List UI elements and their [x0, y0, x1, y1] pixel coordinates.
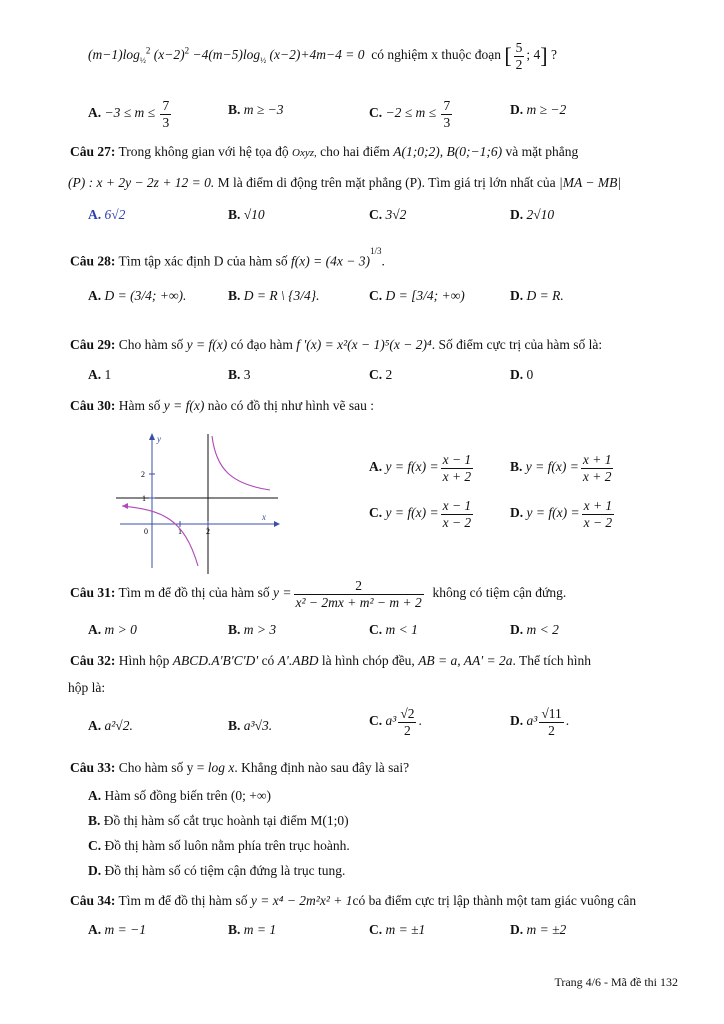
option-label: C. — [88, 838, 102, 853]
answer-label: C. — [369, 713, 383, 729]
answer-text: D = R. — [526, 288, 564, 303]
answer-text: −2 ≤ m ≤ — [385, 105, 440, 121]
q26-end: ? — [551, 47, 557, 63]
q26-answer-c[interactable] — [369, 98, 454, 130]
answer-frac — [441, 452, 474, 484]
q32-box: ABCD.A'B'C'D' — [172, 653, 259, 668]
answer-label: D. — [510, 288, 524, 303]
q30-number: Câu 30: — [70, 398, 116, 413]
answer-label: D. — [510, 207, 524, 222]
answer-lhs: y = f(x) = — [385, 505, 439, 521]
q33-option-c[interactable] — [88, 838, 350, 854]
frac-num: x − 1 — [442, 452, 472, 467]
q28-answer-d[interactable] — [510, 288, 564, 304]
q32-answer-a[interactable] — [88, 718, 133, 734]
option-label: D. — [88, 863, 102, 878]
answer-label: C. — [369, 367, 383, 382]
answer-lhs: y = f(x) = — [385, 459, 439, 475]
q31-answer-d[interactable] — [510, 622, 559, 638]
answer-frac — [398, 706, 416, 738]
q26-interval-den: 2 — [515, 56, 523, 72]
q27-line1 — [70, 144, 578, 160]
frac-num: √2 — [400, 706, 415, 721]
q27-expr: |MA − MB| — [559, 175, 622, 190]
answer-label: C. — [369, 505, 383, 521]
frac-den: 2 — [404, 722, 411, 738]
q29-answer-d[interactable] — [510, 367, 533, 383]
q33-option-d[interactable] — [88, 863, 345, 879]
q30-text1: Hàm số — [118, 398, 161, 413]
q33-text2: . Khẳng định nào sau đây là sai? — [234, 760, 410, 775]
answer-text: √10 — [243, 207, 265, 222]
answer-text: −3 ≤ m ≤ — [104, 105, 159, 121]
answer-post: . — [565, 713, 570, 729]
frac-den: x + 2 — [442, 468, 472, 484]
y-axis-arrow — [149, 433, 155, 440]
q28-line: Câu 28: Tìm tập xác định D của hàm số $f(x) = (4x - 3)^{1/3}$. — [70, 246, 385, 269]
q26-eq-mid: (x−2) — [153, 47, 185, 63]
q31-frac-num: 2 — [294, 578, 424, 595]
q27-answer-d[interactable] — [510, 207, 554, 223]
q29-answer-b[interactable] — [228, 367, 251, 383]
option-label: B. — [88, 813, 101, 828]
q30-text2: nào có đồ thị như hình vẽ sau : — [207, 398, 375, 413]
q27-number: Câu 27: — [70, 144, 116, 159]
y-tick-label-1: 1 — [142, 494, 146, 503]
q26-eq-tail: (x−2)+4m−4 = 0 — [269, 47, 365, 63]
answer-text: 6√2 — [104, 207, 126, 222]
q27-text2: cho hai điểm — [320, 144, 390, 159]
q28-answer-a[interactable] — [88, 288, 186, 304]
frac-num: 7 — [162, 98, 170, 113]
curve-left-branch — [122, 506, 198, 566]
q27-coord: Oxyz, — [292, 147, 317, 159]
q29-line — [70, 337, 602, 353]
q33-text1: Cho hàm số y = — [118, 760, 205, 775]
answer-label: B. — [228, 367, 241, 382]
q28-number: Câu 28: — [70, 253, 116, 269]
q31-lhs: y = — [273, 585, 292, 601]
q34-line — [70, 893, 636, 909]
frac-num: 7 — [443, 98, 451, 113]
answer-text: m ≥ −2 — [526, 102, 567, 117]
answer-label: C. — [369, 622, 383, 637]
q29-text1: Cho hàm số — [118, 337, 184, 352]
q26-equation-line: $(m-1)\log_{\frac{1}{2}}^2$ $(x-2)^2 -4(m-5)\log_{\frac{1}{2}}$ (x−2)+4m−4 = 0 có nghiệm x thuộc đoạn [ $\frac{5}{2}$ ; 4] ? — [88, 40, 557, 72]
q32-pyr: A'.ABD — [277, 653, 319, 668]
q27-plane: (P) : x + 2y − 2z + 12 = 0. — [68, 175, 215, 190]
answer-text: D = R \ {3/4}. — [243, 288, 320, 303]
option-text: Đồ thị hàm số có tiệm cận đứng là trục tung. — [104, 863, 346, 878]
q26-interval-frac — [514, 40, 525, 72]
q29-text2: có đạo hàm — [230, 337, 293, 352]
q29-answer-c[interactable] — [369, 367, 392, 383]
answer-text: 3√2 — [385, 207, 407, 222]
q30-graph — [112, 428, 282, 576]
q32-cond: AB = a, AA' = 2a — [418, 653, 513, 668]
q28-func: f(x) = (4x − 3) — [291, 253, 370, 269]
answer-text: D = [3/4; +∞) — [385, 288, 465, 303]
answer-label: D. — [510, 102, 524, 117]
answer-label: A. — [88, 207, 102, 222]
answer-label: B. — [228, 288, 241, 303]
q29-func: y = f(x) — [186, 337, 228, 352]
q34-answer-b[interactable] — [228, 922, 276, 938]
q30-answer-b[interactable] — [510, 452, 615, 484]
answer-label: C. — [369, 207, 383, 222]
answer-text: m = 1 — [243, 922, 277, 937]
q28-exp: 1/3 — [369, 246, 382, 256]
frac-den: x − 2 — [442, 514, 472, 530]
q31-line — [70, 578, 566, 610]
q29-number: Câu 29: — [70, 337, 116, 352]
frac-den: 3 — [443, 114, 451, 130]
frac-den: x − 2 — [583, 514, 613, 530]
answer-lhs: y = f(x) = — [526, 505, 580, 521]
q34-number: Câu 34: — [70, 893, 116, 908]
answer-label: A. — [369, 459, 383, 475]
option-label: A. — [88, 788, 102, 803]
frac-num: x − 1 — [442, 498, 472, 513]
q34-answer-d[interactable] — [510, 922, 566, 938]
q30-answer-c[interactable] — [369, 498, 475, 530]
q27-text4: M là điểm di động trên mặt phẳng (P). Tìm giá trị lớn nhất của — [217, 175, 556, 190]
q32-answer-c[interactable] — [369, 706, 422, 738]
frac-den: 2 — [548, 722, 555, 738]
q27-answer-b[interactable] — [228, 207, 265, 223]
answer-text: m = ±2 — [526, 922, 567, 937]
q33-number: Câu 33: — [70, 760, 116, 775]
q31-number: Câu 31: — [70, 585, 116, 601]
q29-text3: . Số điểm cực trị của hàm số là: — [431, 337, 603, 352]
answer-text: a²√2. — [104, 718, 133, 733]
q34-text2: có ba điểm cực trị lập thành một tam giác vuông cân — [352, 893, 637, 908]
q32-line2 — [68, 680, 105, 696]
q27-text3: và mặt phẳng — [505, 144, 579, 159]
answer-frac — [581, 452, 614, 484]
q32-text3: là hình chóp đều, — [321, 653, 415, 668]
q30-answer-d[interactable] — [510, 498, 616, 530]
q30-func: y = f(x) — [163, 398, 205, 413]
q32-text4: . Thể tích hình — [512, 653, 592, 668]
q34-text1: Tìm m để đồ thị hàm số — [118, 893, 248, 908]
answer-pre: a³ — [526, 713, 538, 729]
answer-text: 1 — [104, 367, 112, 382]
answer-label: B. — [228, 922, 241, 937]
q31-answer-a[interactable] — [88, 622, 137, 638]
answer-text: m > 0 — [104, 622, 137, 637]
answer-label: B. — [228, 718, 241, 733]
frac-den: 3 — [162, 114, 170, 130]
q33-func: log x — [207, 760, 235, 775]
answer-text: m < 1 — [385, 622, 418, 637]
q26-interval-right: ; 4 — [526, 47, 541, 63]
origin-label: 0 — [144, 527, 148, 536]
option-text: Đồ thị hàm số luôn nằm phía trên trục hoành. — [104, 838, 350, 853]
q30-line — [70, 398, 374, 414]
frac-den: x + 2 — [582, 468, 612, 484]
q26-interval-num: 5 — [515, 40, 523, 55]
q32-answer-d[interactable] — [510, 706, 569, 738]
option-text: Đồ thị hàm số cắt trục hoành tại điểm M(1;0) — [103, 813, 349, 828]
answer-text: m = ±1 — [385, 922, 426, 937]
answer-frac — [539, 706, 563, 738]
q32-answer-b[interactable] — [228, 718, 272, 734]
q31-answer-c[interactable] — [369, 622, 418, 638]
q26-answer-b[interactable] — [228, 102, 284, 118]
q27-answer-c[interactable] — [369, 207, 406, 223]
frac-num: √11 — [541, 706, 562, 721]
q27-points: A(1;0;2), B(0;−1;6) — [393, 144, 503, 159]
q33-option-a[interactable] — [88, 788, 271, 804]
answer-text: m < 2 — [526, 622, 559, 637]
answer-text: m = −1 — [104, 922, 146, 937]
q31-text2: không có tiệm cận đứng. — [432, 585, 567, 601]
answer-frac — [441, 498, 474, 530]
answer-pre: a³ — [385, 713, 397, 729]
q32-number: Câu 32: — [70, 653, 116, 668]
answer-label: A. — [88, 922, 102, 937]
answer-label: A. — [88, 288, 102, 303]
q31-frac — [294, 578, 424, 610]
q32-text1: Hình hộp — [118, 653, 170, 668]
q26-eq-lhs: (m−1)log — [88, 47, 140, 63]
q27-text1: Trong không gian với hệ tọa độ — [118, 144, 289, 159]
answer-text: 2 — [385, 367, 393, 382]
answer-label: B. — [228, 102, 241, 117]
x-tick-label-2: 2 — [206, 527, 210, 536]
answer-label: A. — [88, 105, 102, 121]
answer-label: C. — [369, 288, 383, 303]
answer-text: a³√3. — [243, 718, 273, 733]
q27-answer-a[interactable] — [88, 207, 125, 223]
q33-line — [70, 760, 409, 776]
curve-arrow-left — [122, 503, 128, 509]
q26-eq-mid2: −4(m−5)log — [192, 47, 261, 63]
q28-text: Tìm tập xác định D của hàm số — [118, 253, 288, 269]
answer-text: 2√10 — [526, 207, 555, 222]
answer-lhs: y = f(x) = — [525, 459, 579, 475]
answer-text: 0 — [526, 367, 534, 382]
answer-text: D = (3/4; +∞). — [104, 288, 187, 303]
q34-answer-a[interactable] — [88, 922, 146, 938]
answer-text: 3 — [243, 367, 251, 382]
answer-label: D. — [510, 622, 524, 637]
q31-frac-den: x² − 2mx + m² − m + 2 — [295, 594, 422, 610]
y-axis-label: y — [157, 434, 161, 444]
answer-frac — [441, 98, 452, 130]
answer-text: m ≥ −3 — [243, 102, 284, 117]
q31-answer-b[interactable] — [228, 622, 276, 638]
answer-text: m > 3 — [243, 622, 277, 637]
y-tick-label-2: 2 — [141, 470, 145, 479]
x-axis-arrow — [274, 521, 280, 527]
q34-answer-c[interactable] — [369, 922, 425, 938]
curve-right-branch — [212, 436, 270, 490]
answer-label: D. — [510, 505, 524, 521]
frac-num: x + 1 — [583, 498, 613, 513]
q29-answer-a[interactable] — [88, 367, 111, 383]
answer-label: A. — [88, 718, 102, 733]
answer-label: B. — [228, 207, 241, 222]
q29-deriv: f '(x) = x²(x − 1)⁵(x − 2)⁴ — [296, 337, 432, 352]
q32-text5: hộp là: — [68, 680, 106, 695]
answer-frac — [160, 98, 171, 130]
answer-post: . — [418, 713, 422, 729]
q31-text1: Tìm m để đồ thị của hàm số — [118, 585, 270, 601]
answer-label: A. — [88, 622, 102, 637]
frac-num: x + 1 — [582, 452, 612, 467]
q32-text2: có — [261, 653, 275, 668]
option-text: Hàm số đồng biến trên (0; +∞) — [104, 788, 271, 803]
answer-frac — [582, 498, 615, 530]
q27-line2 — [68, 175, 621, 191]
answer-label: D. — [510, 713, 524, 729]
q34-func: y = x⁴ − 2m²x² + 1 — [250, 893, 353, 908]
q26-answer-d[interactable] — [510, 102, 566, 118]
answer-label: B. — [228, 622, 241, 637]
q26-answer-a[interactable] — [88, 98, 173, 130]
q28-answer-c[interactable] — [369, 288, 465, 304]
q33-option-b[interactable] — [88, 813, 349, 829]
q28-answer-b[interactable] — [228, 288, 320, 304]
page-footer: Trang 4/6 - Mã đề thi 132 — [554, 975, 678, 989]
answer-label: C. — [369, 105, 383, 121]
answer-label: D. — [510, 367, 524, 382]
answer-label: A. — [88, 367, 102, 382]
q26-text: có nghiệm x thuộc đoạn — [371, 47, 501, 63]
q32-line1 — [70, 653, 591, 669]
answer-label: B. — [510, 459, 523, 475]
answer-label: D. — [510, 922, 524, 937]
x-tick-label-1: 1 — [178, 527, 182, 536]
answer-label: C. — [369, 922, 383, 937]
q30-answer-a[interactable] — [369, 452, 475, 484]
x-axis-label: x — [262, 512, 266, 522]
